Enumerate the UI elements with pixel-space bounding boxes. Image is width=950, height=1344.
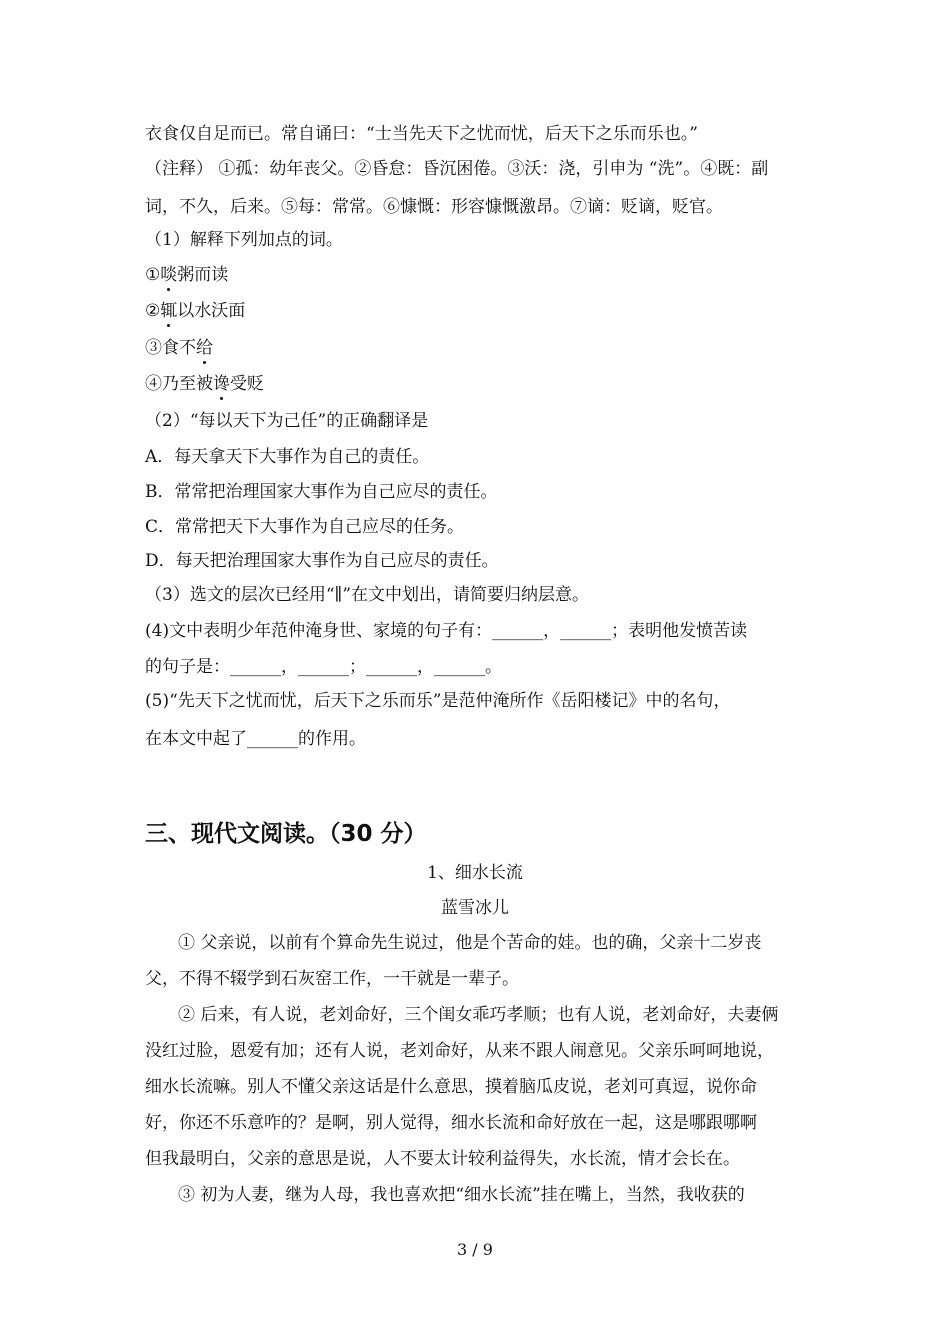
item-number: ① — [145, 265, 161, 285]
question-5-line-2: 在本文中起了______的作用。 — [145, 729, 366, 749]
question-5-line-1: (5)“先天下之忧而忧，后天下之乐而乐”是范仲淹所作《岳阳楼记》中的名句， — [145, 691, 731, 711]
article-title: 1、细水长流 — [427, 863, 523, 883]
option-c: C．常常把天下大事作为自己应尽的任务。 — [145, 517, 465, 537]
dotted-word: 辄 — [160, 301, 178, 321]
annotation-line-2: 词，不久，后来。⑤每：常常。⑥慷慨：形容慷慨激昂。⑦谪：贬谪，贬官。 — [145, 197, 723, 217]
question-1-item: ④乃至被谗受贬 — [145, 374, 264, 394]
option-a: A．每天拿天下大事作为自己的责任。 — [145, 447, 430, 467]
dotted-word: 啖 — [160, 265, 178, 285]
paragraph-line: ② 后来，有人说，老刘命好，三个闺女乖巧孝顺；也有人说，老刘命好，夫妻俩 — [178, 1005, 779, 1025]
question-1-item: ①啖粥而读 — [145, 265, 229, 285]
question-2-prompt: （2）“每以天下为己任”的正确翻译是 — [145, 411, 429, 431]
paragraph-line: ① 父亲说，以前有个算命先生说过，他是个苦命的娃。也的确，父亲十二岁丧 — [178, 933, 762, 953]
page-number: 3 / 9 — [457, 1240, 493, 1259]
paragraph-line: 但我最明白，父亲的意思是说，人不要太计较利益得失，水长流，情才会长在。 — [145, 1149, 740, 1169]
option-b: B．常常把治理国家大事作为自己应尽的责任。 — [145, 482, 498, 502]
paragraph-line: ③ 初为人妻，继为人母，我也喜欢把“细水长流”挂在嘴上，当然，我收获的 — [178, 1185, 745, 1205]
question-4-line-2: 的句子是：______，______；______，______。 — [145, 657, 502, 677]
paragraph-line: 父，不得不辍学到石灰窑工作，一干就是一辈子。 — [145, 969, 519, 989]
dotted-word: 谗 — [213, 374, 230, 394]
question-3: （3）选文的层次已经用“∥”在文中划出，请简要归纳层意。 — [145, 585, 590, 605]
article-author: 蓝雪冰儿 — [441, 898, 509, 918]
question-4-line-1: (4)文中表明少年范仲淹身世、家境的句子有：______，______；表明他发愤苦读 — [145, 621, 748, 641]
option-d: D．每天把治理国家大事作为自己应尽的责任。 — [145, 551, 499, 571]
paragraph-line: 没红过脸，恩爱有加；还有人说，老刘命好，从来不跟人闹意见。父亲乐呵呵地说， — [145, 1041, 774, 1061]
passage-ending: 衣食仅自足而已。常自诵曰：“士当先天下之忧而忧，后天下之乐而乐也。” — [145, 124, 698, 144]
question-1-item: ②辄以水沃面 — [145, 301, 246, 321]
item-number: ② — [145, 301, 161, 321]
annotation-line-1: （注释） ①孤：幼年丧父。②昏怠：昏沉困倦。③沃：浇，引申为 “洗”。④既：副 — [145, 159, 769, 179]
item-number: ③ — [145, 338, 162, 358]
item-number: ④ — [145, 374, 162, 394]
paragraph-line: 好，你还不乐意咋的？是啊，别人觉得，细水长流和命好放在一起，这是哪跟哪啊 — [145, 1113, 757, 1133]
paragraph-line: 细水长流嘛。别人不懂父亲这话是什么意思，摸着脑瓜皮说，老刘可真逗，说你命 — [145, 1077, 757, 1097]
question-1-prompt: （1）解释下列加点的词。 — [145, 230, 343, 250]
dotted-word: 给 — [196, 338, 213, 358]
question-1-item: ③食不给 — [145, 338, 213, 358]
section-heading: 三、现代文阅读。（30 分） — [145, 821, 427, 847]
